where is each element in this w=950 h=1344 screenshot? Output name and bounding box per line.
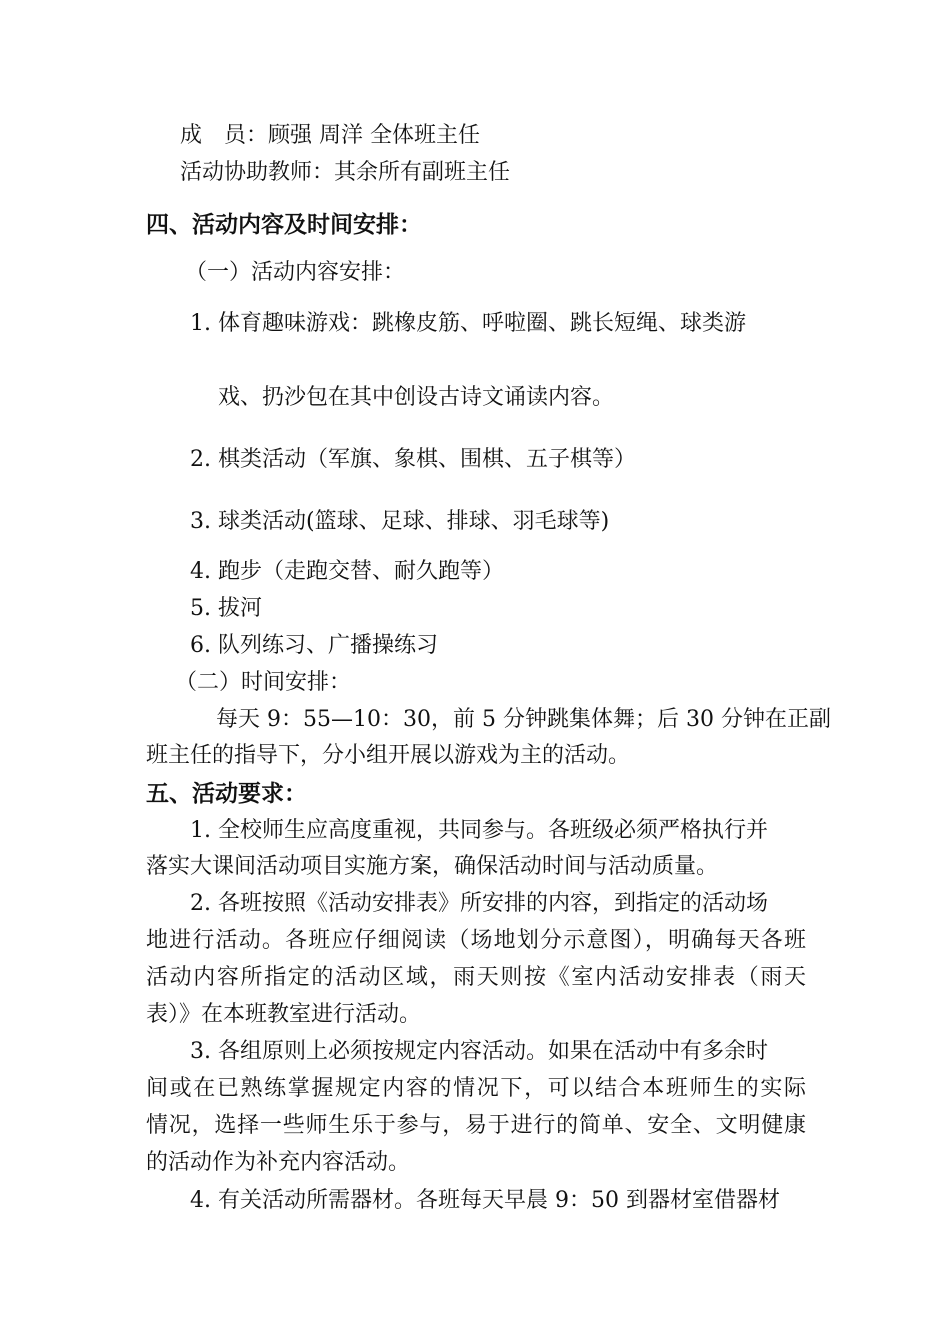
time-line-1: 每天 9：55—10：30，前 5 分钟跳集体舞；后 30 分钟在正副 <box>216 707 831 732</box>
req-1-line-1: 1. 全校师生应高度重视，共同参与。各班级必须严格执行并 <box>190 818 768 843</box>
section-4-sub-1: （一）活动内容安排： <box>185 260 406 285</box>
content-item-4: 4. 跑步（走跑交替、耐久跑等） <box>190 559 504 584</box>
section-4-heading: 四、活动内容及时间安排： <box>146 212 422 238</box>
time-line-2: 班主任的指导下，分小组开展以游戏为主的活动。 <box>146 743 631 768</box>
req-3-line-2: 间或在已熟练掌握规定内容的情况下，可以结合本班师生的实际 <box>146 1076 806 1101</box>
req-2-line-2: 地进行活动。各班应仔细阅读（场地划分示意图），明确每天各班 <box>146 928 806 953</box>
req-3-line-3: 情况，选择一些师生乐于参与，易于进行的简单、安全、文明健康 <box>146 1113 806 1138</box>
req-3-line-1: 3. 各组原则上必须按规定内容活动。如果在活动中有多余时 <box>190 1039 768 1064</box>
content-item-6: 6. 队列练习、广播操练习 <box>190 633 438 658</box>
members-line: 成 员：顾强 周洋 全体班主任 <box>180 123 480 148</box>
content-item-3: 3. 球类活动(篮球、足球、排球、羽毛球等) <box>190 509 610 534</box>
req-2-line-3: 活动内容所指定的活动区域，雨天则按《室内活动安排表（雨天 <box>146 965 806 990</box>
content-item-5: 5. 拔河 <box>190 596 262 621</box>
req-1-line-2: 落实大课间活动项目实施方案，确保活动时间与活动质量。 <box>146 854 719 879</box>
content-item-2: 2. 棋类活动（军旗、象棋、围棋、五子棋等） <box>190 447 636 472</box>
assist-teachers-line: 活动协助教师：其余所有副班主任 <box>180 160 511 185</box>
content-item-1-line-2: 戏、扔沙包在其中创设古诗文诵读内容。 <box>218 385 615 410</box>
section-5-heading: 五、活动要求： <box>146 781 307 807</box>
req-4-line-1: 4. 有关活动所需器材。各班每天早晨 9：50 到器材室借器材 <box>190 1188 780 1213</box>
req-2-line-4: 表）》在本班教室进行活动。 <box>146 1002 422 1027</box>
section-4-sub-2: （二）时间安排： <box>175 670 352 695</box>
req-3-line-4: 的活动作为补充内容活动。 <box>146 1150 411 1175</box>
req-2-line-1: 2. 各班按照《活动安排表》所安排的内容，到指定的活动场 <box>190 891 768 916</box>
content-item-1-line-1: 1. 体育趣味游戏：跳橡皮筋、呼啦圈、跳长短绳、球类游 <box>190 311 746 336</box>
